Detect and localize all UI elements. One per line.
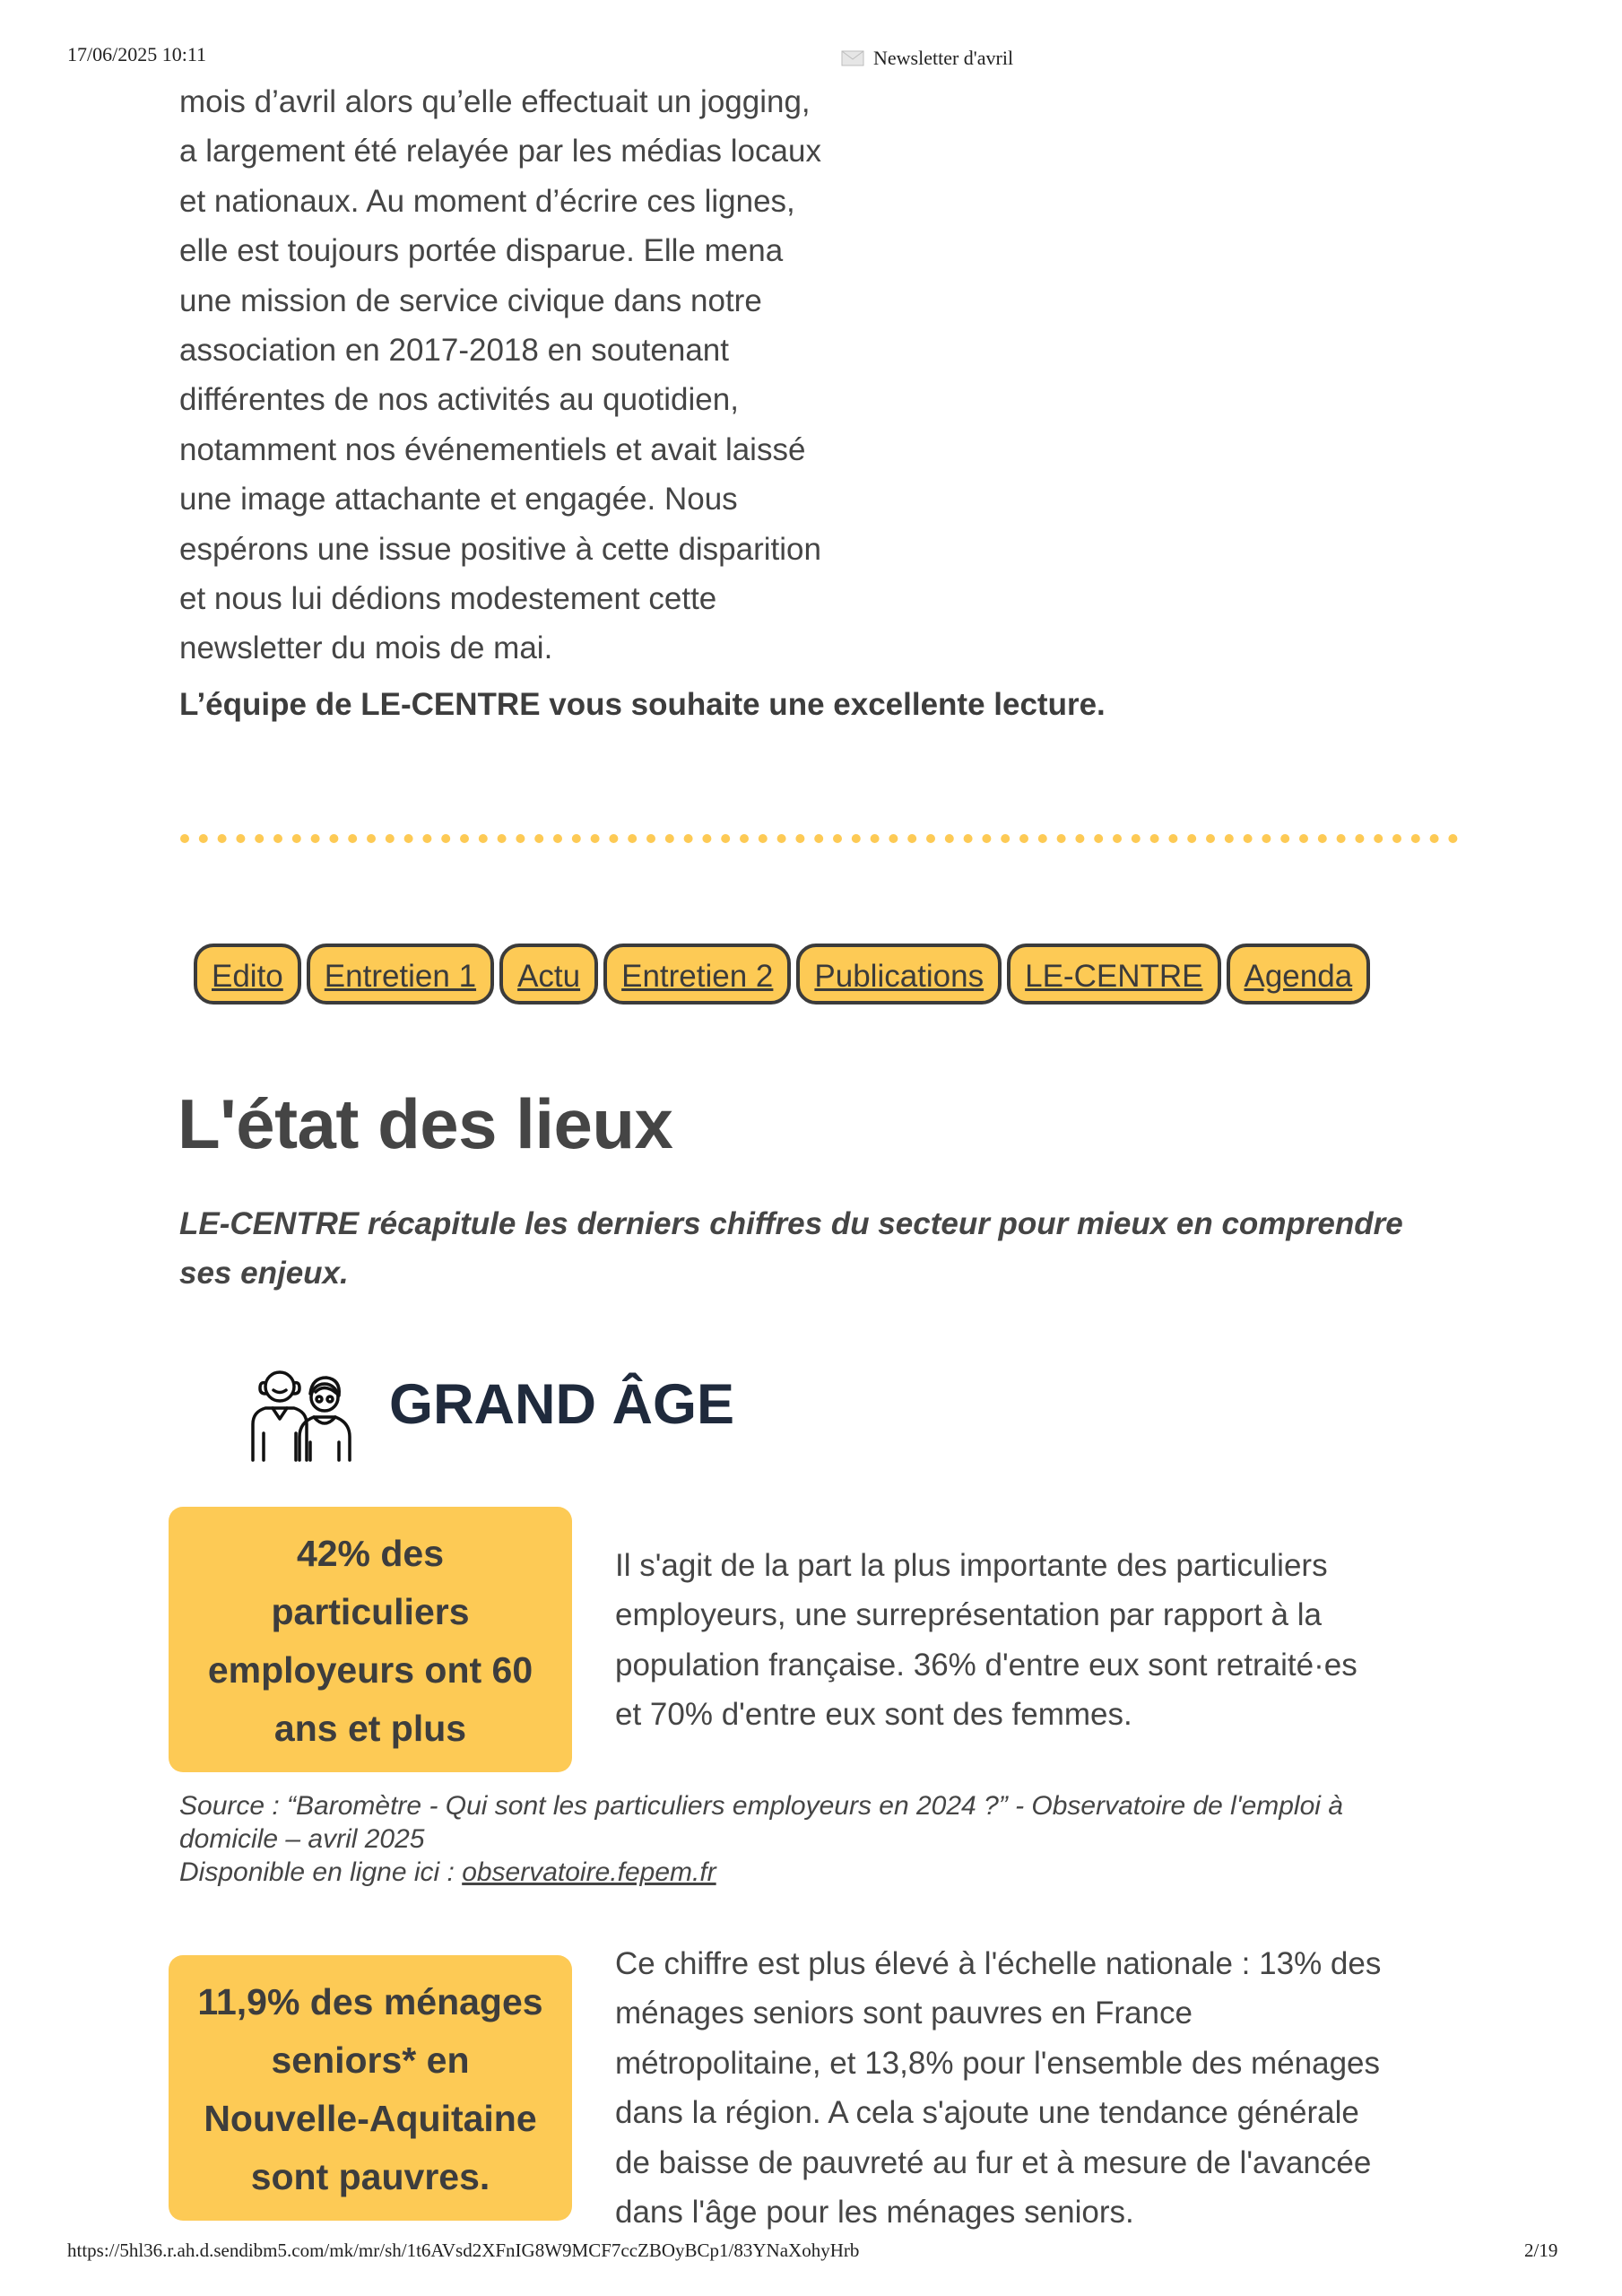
divider-dot <box>945 834 954 843</box>
divider-dot <box>1448 834 1457 843</box>
divider-dot <box>218 834 227 843</box>
stat-highlight-box <box>169 1955 572 2221</box>
divider-dot <box>1150 834 1159 843</box>
nav-edito-button[interactable]: Edito <box>194 944 301 1004</box>
intro-line: elle est toujours portée disparue. Elle mena <box>179 233 784 269</box>
intro-line: a largement été relayée par les médias locaux <box>179 134 821 170</box>
stat-text-line: de baisse de pauvreté au fur et à mesure de l'avancée <box>615 2144 1372 2180</box>
nav-entretien-2-button[interactable]: Entretien 2 <box>603 944 791 1004</box>
intro-line: une image attachante et engagée. Nous <box>179 482 738 517</box>
divider-dot <box>479 834 488 843</box>
divider-dot <box>1019 834 1028 843</box>
stat-box-line: particuliers <box>271 1591 470 1632</box>
intro-line: newsletter du mois de mai. <box>179 631 553 666</box>
divider-dot <box>702 834 711 843</box>
divider-dot <box>740 834 749 843</box>
divider-dot <box>907 834 916 843</box>
section-title: L'état des lieux <box>178 1084 673 1163</box>
stat-text-line: métropolitaine, et 13,8% pour l'ensemble des ménages <box>615 2045 1381 2081</box>
intro-paragraph <box>179 77 906 674</box>
divider-dot <box>1038 834 1047 843</box>
print-url: https://5hl36.r.ah.d.sendibm5.com/mk/mr/sh/1t6AVsd2XFnIG8W9MCF7ccZBOyBCp1/83YNaXohyHrb <box>67 2239 860 2261</box>
divider-dot <box>777 834 786 843</box>
intro-line: association en 2017-2018 en soutenant <box>179 333 729 369</box>
divider-dot <box>1337 834 1346 843</box>
divider-dot <box>1075 834 1084 843</box>
intro-line: mois d’avril alors qu’elle effectuait un jogging, <box>179 84 811 119</box>
divider-dot <box>1262 834 1271 843</box>
divider-dot <box>982 834 991 843</box>
stat-text-line: employeurs, une surreprésentation par rapport à la <box>615 1597 1322 1633</box>
stat-box-line: 42% des <box>296 1533 445 1574</box>
source-line: Source : “Baromètre - Qui sont les particuliers employeurs en 2024 ?” - Observatoire de l'emploi à <box>179 1791 1343 1821</box>
divider-dot <box>609 834 618 843</box>
elderly-couple-icon <box>246 1361 357 1462</box>
divider-dot <box>1168 834 1177 843</box>
stat-text-line: Ce chiffre est plus élevé à l'échelle nationale : 13% des <box>615 1946 1382 1981</box>
divider-dot <box>591 834 600 843</box>
divider-dot <box>871 834 880 843</box>
divider-dot <box>273 834 282 843</box>
divider-dot <box>1411 834 1420 843</box>
divider-dot <box>721 834 730 843</box>
stat-highlight-box <box>169 1507 572 1772</box>
nav-entretien-1-button[interactable]: Entretien 1 <box>307 944 494 1004</box>
divider-dot <box>1132 834 1141 843</box>
print-title-text: Newsletter d'avril <box>873 47 1014 69</box>
divider-dot <box>795 834 804 843</box>
print-page-number: 2/19 <box>1524 2239 1558 2261</box>
stat-description <box>615 1939 1458 2237</box>
divider-dot <box>534 834 543 843</box>
stat-box-line: employeurs ont 60 <box>207 1649 533 1691</box>
stat-text-line: ménages seniors sont pauvres en France <box>615 1996 1193 2031</box>
divider-dot <box>386 834 395 843</box>
stat-box-line: Nouvelle-Aquitaine <box>204 2098 537 2139</box>
divider-dot <box>348 834 357 843</box>
stat-text-line: dans l'âge pour les ménages seniors. <box>615 2195 1134 2231</box>
print-datetime: 17/06/2025 10:11 <box>67 43 207 65</box>
dotted-divider <box>179 832 1462 845</box>
divider-dot <box>1355 834 1364 843</box>
divider-dot <box>1001 834 1010 843</box>
divider-dot <box>684 834 693 843</box>
divider-dot <box>498 834 507 843</box>
intro-line: notamment nos événementiels et avait laissé <box>179 431 806 467</box>
divider-dot <box>292 834 301 843</box>
divider-dot <box>1187 834 1196 843</box>
divider-dot <box>367 834 376 843</box>
envelope-icon <box>841 50 864 66</box>
nav-publications-button[interactable]: Publications <box>796 944 1002 1004</box>
print-title <box>841 47 1013 70</box>
source-online-label: Disponible en ligne ici : <box>179 1857 463 1887</box>
divider-dot <box>1094 834 1103 843</box>
divider-dot <box>665 834 674 843</box>
divider-dot <box>1280 834 1289 843</box>
divider-dot <box>236 834 245 843</box>
divider-dot <box>553 834 562 843</box>
stat-box-line: 11,9% des ménages <box>197 1981 543 2022</box>
divider-dot <box>833 834 842 843</box>
divider-dot <box>964 834 973 843</box>
divider-dot <box>1430 834 1439 843</box>
nav-le-centre-button[interactable]: LE-CENTRE <box>1007 944 1220 1004</box>
divider-dot <box>926 834 935 843</box>
divider-dot <box>814 834 823 843</box>
divider-dot <box>516 834 525 843</box>
stat-box-line: sont pauvres. <box>250 2156 490 2197</box>
stat-text-line: dans la région. A cela s'ajoute une tendance générale <box>615 2095 1359 2131</box>
stat-text-line: et 70% d'entre eux sont des femmes. <box>615 1697 1132 1733</box>
divider-dot <box>460 834 469 843</box>
source-online <box>179 1856 1462 1889</box>
source-line: domicile – avril 2025 <box>179 1824 425 1854</box>
divider-dot <box>404 834 413 843</box>
divider-dot <box>572 834 581 843</box>
category-heading: GRAND ÂGE <box>389 1373 735 1436</box>
divider-dot <box>1392 834 1401 843</box>
divider-dot <box>441 834 450 843</box>
nav-agenda-button[interactable]: Agenda <box>1227 944 1371 1004</box>
stat-text-line: population française. 36% d'entre eux sont retraité·es <box>615 1647 1357 1683</box>
stat-description <box>615 1541 1458 1740</box>
divider-dot <box>1244 834 1253 843</box>
source-note <box>179 1789 1462 1889</box>
divider-dot <box>1057 834 1066 843</box>
divider-dot <box>852 834 861 843</box>
team-signature: L’équipe de LE-CENTRE vous souhaite une excellente lecture. <box>179 687 1106 722</box>
divider-dot <box>1318 834 1327 843</box>
nav-actu-button[interactable]: Actu <box>499 944 598 1004</box>
divider-dot <box>646 834 655 843</box>
divider-dot <box>422 834 431 843</box>
divider-dot <box>311 834 320 843</box>
observatoire-link[interactable]: observatoire.fepem.fr <box>462 1857 716 1887</box>
stat-box-line: seniors* en <box>271 2039 470 2081</box>
divider-dot <box>1225 834 1234 843</box>
stat-text-line: Il s'agit de la part la plus importante des particuliers <box>615 1548 1328 1583</box>
divider-dot <box>1206 834 1215 843</box>
intro-line: et nous lui dédions modestement cette <box>179 581 717 617</box>
intro-line: une mission de service civique dans notre <box>179 283 762 318</box>
divider-dot <box>889 834 898 843</box>
intro-line: différentes de nos activités au quotidien, <box>179 382 739 418</box>
stat-box-line: ans et plus <box>273 1708 467 1749</box>
section-subtitle: LE-CENTRE récapitule les derniers chiffres du secteur pour mieux en comprendre ses enjeux. <box>179 1206 1403 1291</box>
divider-dot <box>628 834 637 843</box>
intro-line: espérons une issue positive à cette disparition <box>179 531 821 567</box>
divider-dot <box>180 834 189 843</box>
divider-dot <box>1113 834 1122 843</box>
section-nav <box>194 944 1370 1004</box>
divider-dot <box>199 834 208 843</box>
divider-dot <box>1374 834 1383 843</box>
divider-dot <box>1299 834 1308 843</box>
divider-dot <box>329 834 338 843</box>
intro-line: et nationaux. Au moment d’écrire ces lignes, <box>179 183 795 219</box>
divider-dot <box>255 834 264 843</box>
divider-dot <box>759 834 768 843</box>
